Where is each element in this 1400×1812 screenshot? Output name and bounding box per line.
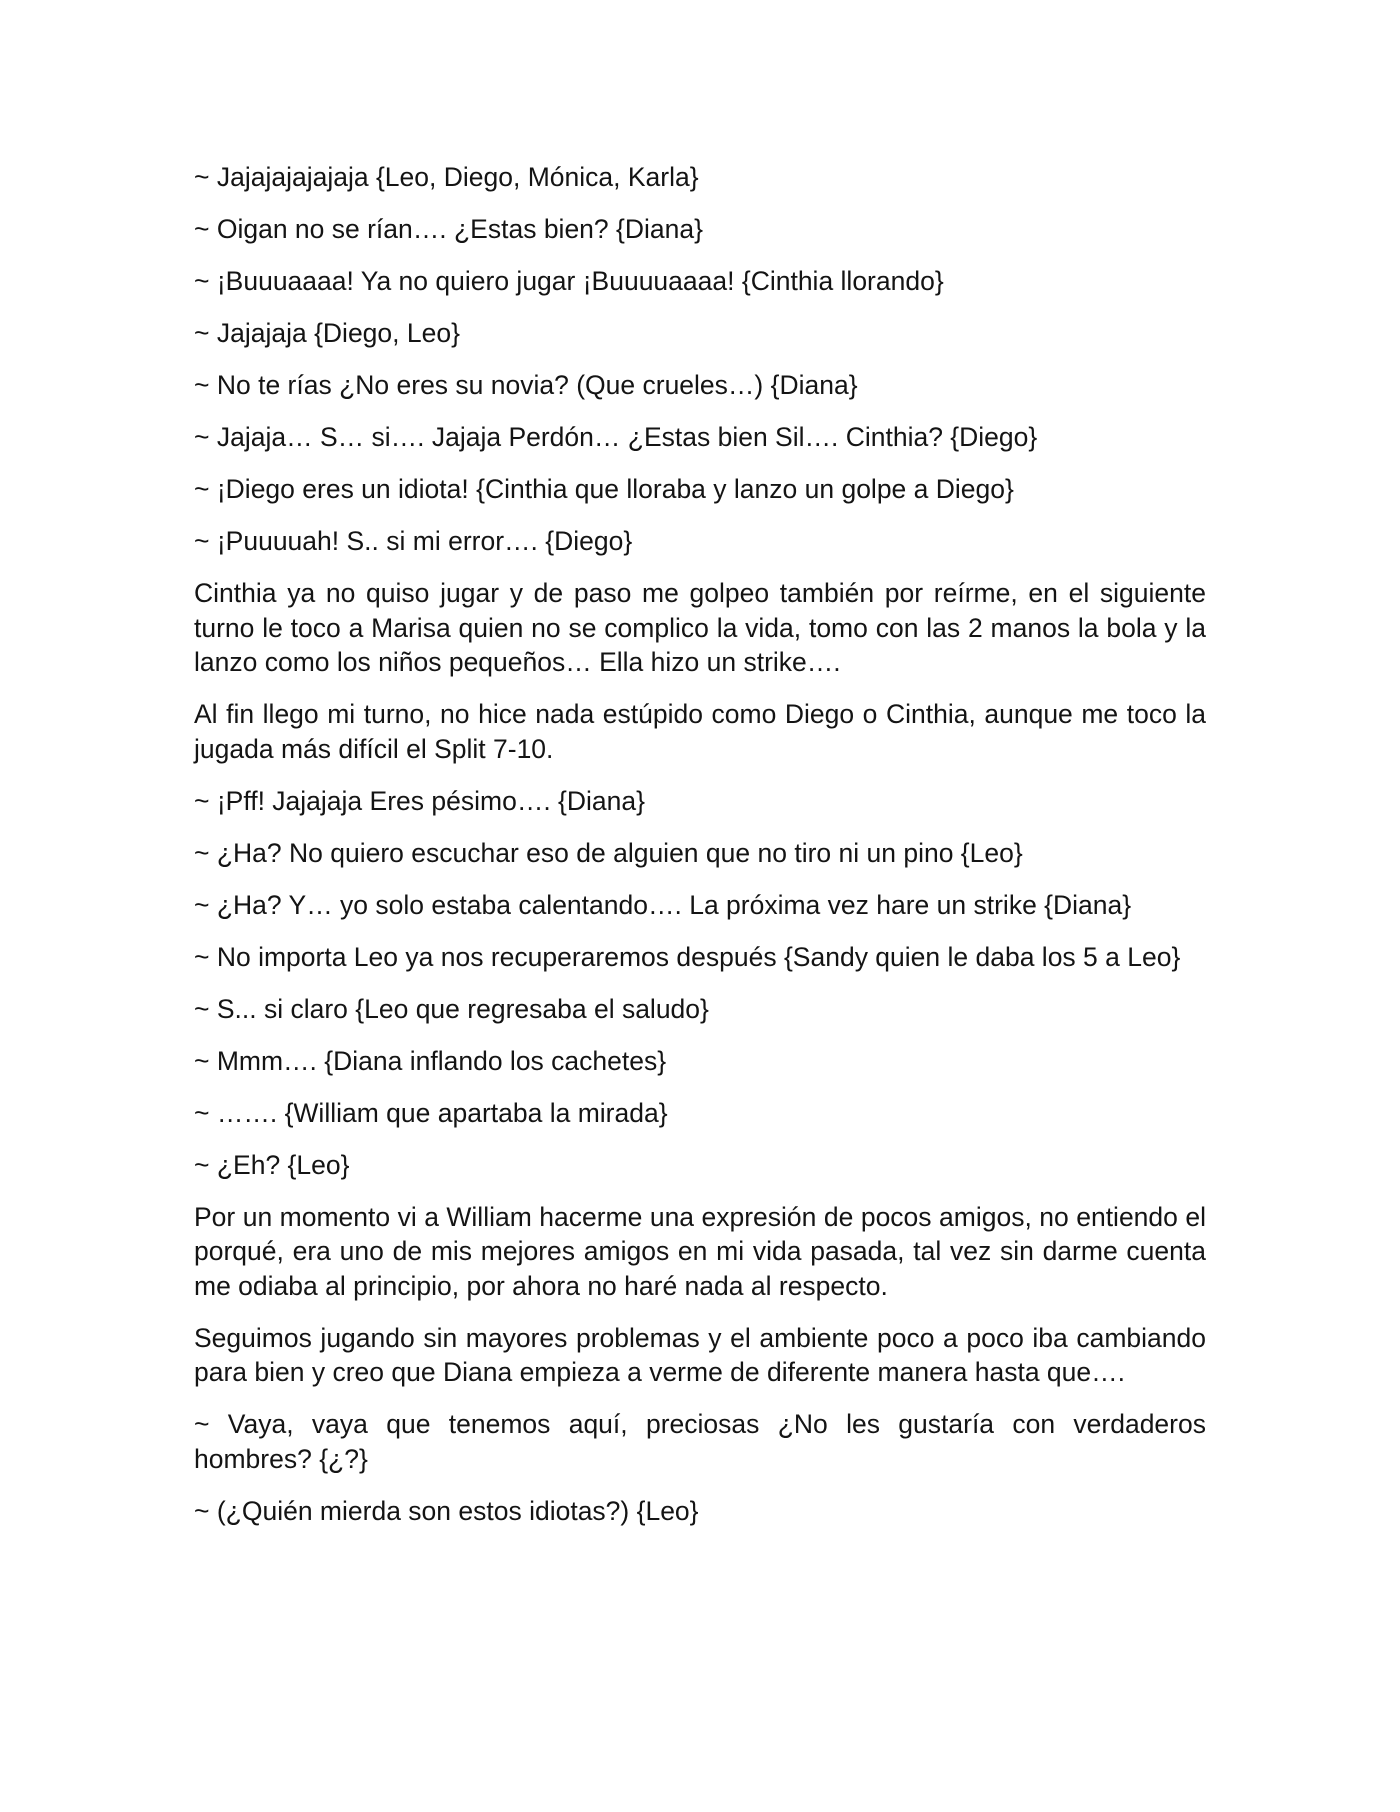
narrative-paragraph: Cinthia ya no quiso jugar y de paso me golpeo también por reírme, en el siguiente turno le toco a Marisa quien no se complico la vida, tomo con las 2 manos la bola y la lanzo como los niños pequeños… Ella hizo un strike…. <box>194 578 1206 677</box>
document-page <box>194 160 1206 1546</box>
narrative-paragraph: Al fin llego mi turno, no hice nada estúpido como Diego o Cinthia, aunque me toco la jugada más difícil el Split 7-10. <box>194 699 1206 764</box>
dialogue-line: ~ ¿Ha? No quiero escuchar eso de alguien que no tiro ni un pino {Leo} <box>194 837 1023 868</box>
dialogue-line: ~ ¿Ha? Y… yo solo estaba calentando…. La próxima vez hare un strike {Diana} <box>194 889 1132 920</box>
dialogue-line: ~ ¡Puuuuah! S.. si mi error…. {Diego} <box>194 526 633 556</box>
narrative-paragraph: Por un momento vi a William hacerme una expresión de pocos amigos, no entiendo el porqué, era uno de mis mejores amigos en mi vida pasada, tal vez sin darme cuenta me odiaba al principio, por ahora no haré nada al respecto. <box>194 1201 1206 1301</box>
dialogue-line: ~ Oigan no se rían…. ¿Estas bien? {Diana} <box>194 214 703 244</box>
dialogue-line: ~ Jajaja… S… si…. Jajaja Perdón… ¿Estas bien Sil…. Cinthia? {Diego} <box>194 422 1038 452</box>
dialogue-line: ~ ¿Eh? {Leo} <box>194 1149 350 1180</box>
dialogue-line: ~ (¿Quién mierda son estos idiotas?) {Leo} <box>194 1495 699 1526</box>
dialogue-line: ~ ¡Buuuaaaa! Ya no quiero jugar ¡Buuuuaaaa! {Cinthia llorando} <box>194 266 944 296</box>
dialogue-line: ~ ¡Diego eres un idiota! {Cinthia que lloraba y lanzo un golpe a Diego} <box>194 474 1014 504</box>
dialogue-line: ~ Jajajajajajaja {Leo, Diego, Mónica, Karla} <box>194 162 699 192</box>
dialogue-line: ~ Mmm…. {Diana inflando los cachetes} <box>194 1045 667 1076</box>
dialogue-line: ~ ……. {William que apartaba la mirada} <box>194 1097 668 1128</box>
dialogue-line: ~ Jajajaja {Diego, Leo} <box>194 318 460 348</box>
dialogue-line: ~ No te rías ¿No eres su novia? (Que crueles…) {Diana} <box>194 370 858 400</box>
dialogue-line: ~ Vaya, vaya que tenemos aquí, preciosas ¿No les gustaría con verdaderos hombres? {¿?} <box>194 1409 1206 1474</box>
dialogue-line: ~ No importa Leo ya nos recuperaremos después {Sandy quien le daba los 5 a Leo} <box>194 941 1181 972</box>
dialogue-line: ~ S... si claro {Leo que regresaba el saludo} <box>194 993 709 1024</box>
narrative-paragraph: Seguimos jugando sin mayores problemas y el ambiente poco a poco iba cambiando para bien y creo que Diana empieza a verme de diferente manera hasta que…. <box>194 1322 1206 1387</box>
dialogue-line: ~ ¡Pff! Jajajaja Eres pésimo…. {Diana} <box>194 785 645 816</box>
